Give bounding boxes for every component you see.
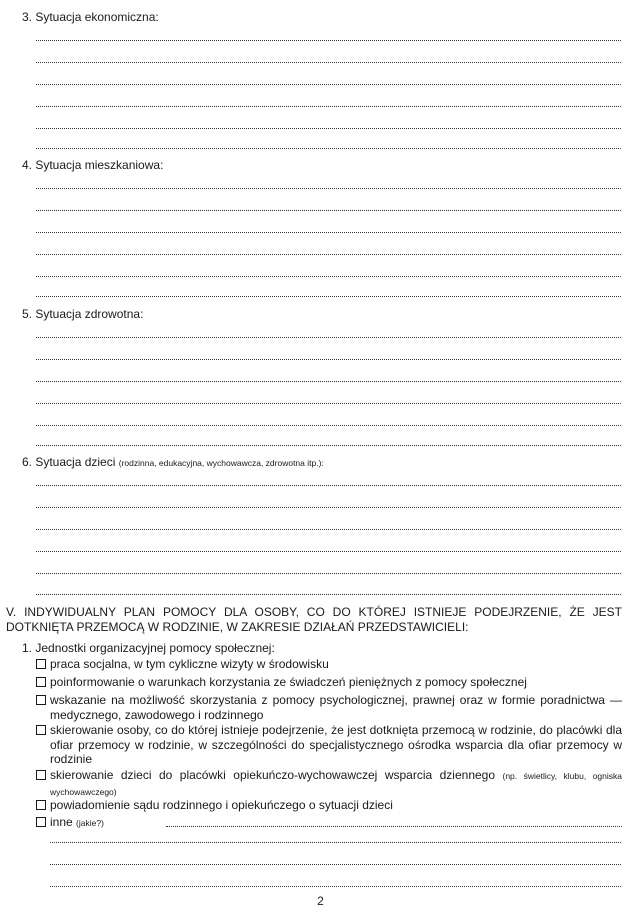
answer-line[interactable] [36, 337, 621, 338]
option-note: (jakie?) [76, 818, 104, 828]
section-heading-health: 5. Sytuacja zdrowotna: [22, 307, 144, 321]
answer-line[interactable] [36, 188, 621, 189]
option-psychological-help[interactable]: wskazanie na możliwość skorzystania z pomocy psychologicznej, prawnej oraz w formie poradnictwa — medycznego, zawodowego i rodzinnego [36, 693, 622, 722]
option-social-work[interactable]: praca socjalna, w tym cykliczne wizyty w środowisku [36, 657, 622, 672]
answer-line[interactable] [36, 40, 621, 41]
section-heading-note: (rodzinna, edukacyjna, wychowawcza, zdrowotna itp.): [118, 458, 324, 468]
section-heading-economic: 3. Sytuacja ekonomiczna: [22, 10, 159, 24]
answer-line[interactable] [36, 148, 621, 149]
answer-line[interactable] [36, 210, 621, 211]
answer-line[interactable] [36, 573, 621, 574]
answer-line[interactable] [36, 403, 621, 404]
checkbox[interactable] [36, 725, 46, 735]
answer-line[interactable] [36, 485, 621, 486]
answer-line[interactable] [36, 276, 621, 277]
section-heading-housing: 4. Sytuacja mieszkaniowa: [22, 158, 164, 172]
answer-line[interactable] [36, 106, 621, 107]
answer-line[interactable] [36, 445, 621, 446]
answer-line[interactable] [36, 62, 621, 63]
answer-line[interactable] [36, 296, 621, 297]
checkbox[interactable] [36, 817, 46, 827]
answer-line[interactable] [36, 507, 621, 508]
option-note: (np. świetlicy, klubu, ogniska wychowawczego) [50, 771, 622, 797]
answer-line[interactable] [50, 864, 621, 865]
answer-line[interactable] [36, 529, 621, 530]
answer-line[interactable] [36, 128, 621, 129]
section-v-title: V. INDYWIDUALNY PLAN POMOCY DLA OSOBY, CO DO KTÓREJ ISTNIEJE PODEJRZENIE, ŻE JEST DOTKNIĘTA PRZEMOCĄ W RODZINIE, W ZAKRESIE DZIAŁAŃ PRZEDSTAWICIELI: [6, 605, 622, 634]
answer-line[interactable] [36, 551, 621, 552]
option-children-daycare[interactable]: skierowanie dzieci do placówki opiekuńczo-wychowawczej wsparcia dziennego (np. świetlicy, klubu, ogniska wychowawczego) [36, 768, 622, 799]
answer-line[interactable] [50, 842, 621, 843]
checkbox[interactable] [36, 659, 46, 669]
option-victim-facility[interactable]: skierowanie osoby, co do której istnieje podejrzenie, że jest dotknięta przemocą w rodzinie, do placówki dla ofiar przemocy w rodzinie, w szczególności do specjalistycznego ośrodka wsparcia dla ofiar przemocy w rodzinie [36, 723, 622, 767]
option-other[interactable]: inne (jakie?) [36, 815, 622, 831]
answer-line[interactable] [36, 359, 621, 360]
page-number: 2 [317, 894, 324, 908]
answer-line[interactable] [50, 886, 621, 887]
answer-line[interactable] [36, 594, 621, 595]
section-v-subheading: 1. Jednostki organizacyjnej pomocy społecznej: [22, 641, 275, 655]
checkbox[interactable] [36, 800, 46, 810]
checkbox[interactable] [36, 695, 46, 705]
other-answer-line[interactable] [166, 826, 622, 827]
answer-line[interactable] [36, 381, 621, 382]
answer-line[interactable] [36, 232, 621, 233]
option-notify-court[interactable]: powiadomienie sądu rodzinnego i opiekuńczego o sytuacji dzieci [36, 798, 622, 813]
answer-line[interactable] [36, 425, 621, 426]
section-heading-children: 6. Sytuacja dzieci (rodzinna, edukacyjna, wychowawcza, zdrowotna itp.): [22, 455, 324, 469]
checkbox[interactable] [36, 677, 46, 687]
answer-line[interactable] [36, 254, 621, 255]
answer-line[interactable] [36, 84, 621, 85]
checkbox[interactable] [36, 770, 46, 780]
option-benefits-info[interactable]: poinformowanie o warunkach korzystania ze świadczeń pieniężnych z pomocy społecznej [36, 675, 622, 690]
